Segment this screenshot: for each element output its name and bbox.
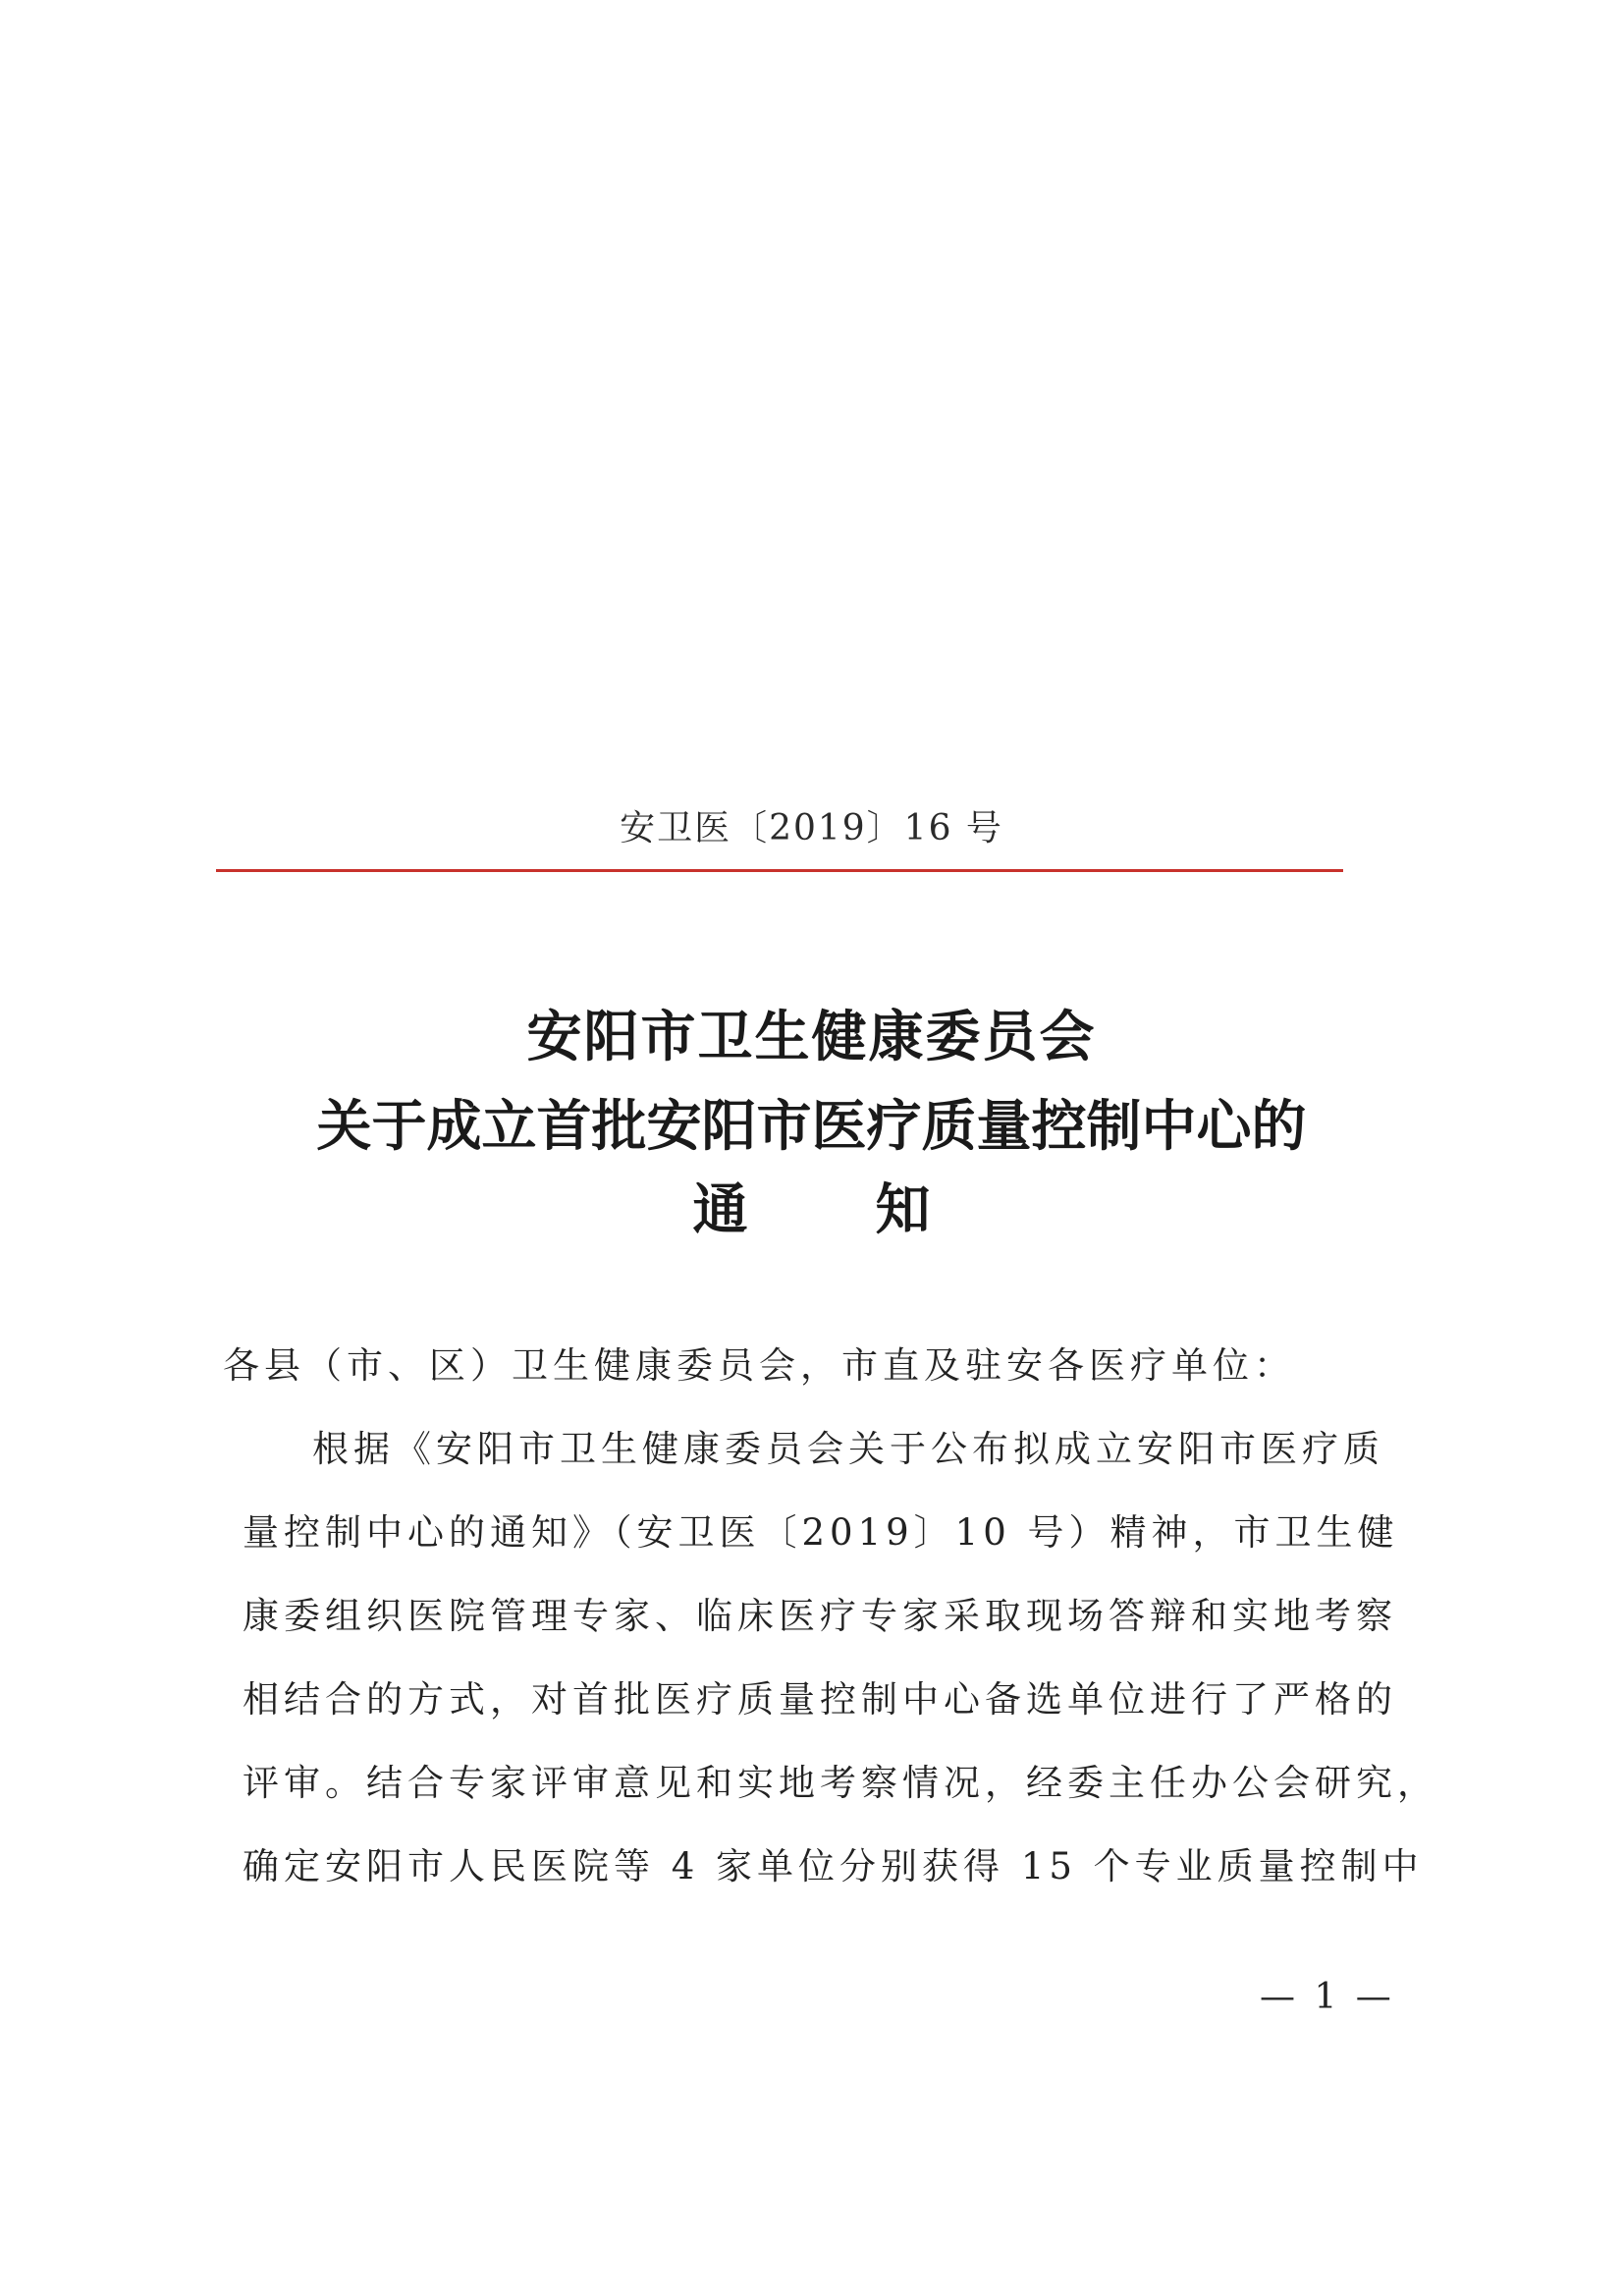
title-line-1: 安阳市卫生健康委员会 xyxy=(526,1005,1097,1069)
title-line-3-char-1: 通 xyxy=(692,1177,748,1242)
document-number: 安卫医〔2019〕16 号 xyxy=(620,808,1003,848)
body-line: 量控制中心的通知》（安卫医〔2019〕10 号）精神，市卫生健 xyxy=(243,1511,1399,1554)
body-line: 康委组织医院管理专家、临床医疗专家采取现场答辩和实地考察 xyxy=(243,1595,1397,1637)
body-line: 确定安阳市人民医院等 4 家单位分别获得 15 个专业质量控制中 xyxy=(243,1845,1424,1887)
title-line-3-char-2: 知 xyxy=(875,1177,931,1242)
title-line-3 xyxy=(0,1167,1623,1245)
body-line: 相结合的方式，对首批医疗质量控制中心备选单位进行了严格的 xyxy=(243,1678,1397,1721)
addressee: 各县（市、区）卫生健康委员会，市直及驻安各医疗单位： xyxy=(223,1344,1295,1387)
page-number: — 1 — xyxy=(1260,1977,1395,2017)
body-line: 评审。结合专家评审意见和实地考察情况，经委主任办公会研究， xyxy=(243,1762,1438,1804)
body-line: 根据《安阳市卫生健康委员会关于公布拟成立安阳市医疗质 xyxy=(312,1428,1384,1470)
red-separator-rule xyxy=(216,869,1343,872)
title-line-2: 关于成立首批安阳市医疗质量控制中心的 xyxy=(316,1094,1307,1159)
